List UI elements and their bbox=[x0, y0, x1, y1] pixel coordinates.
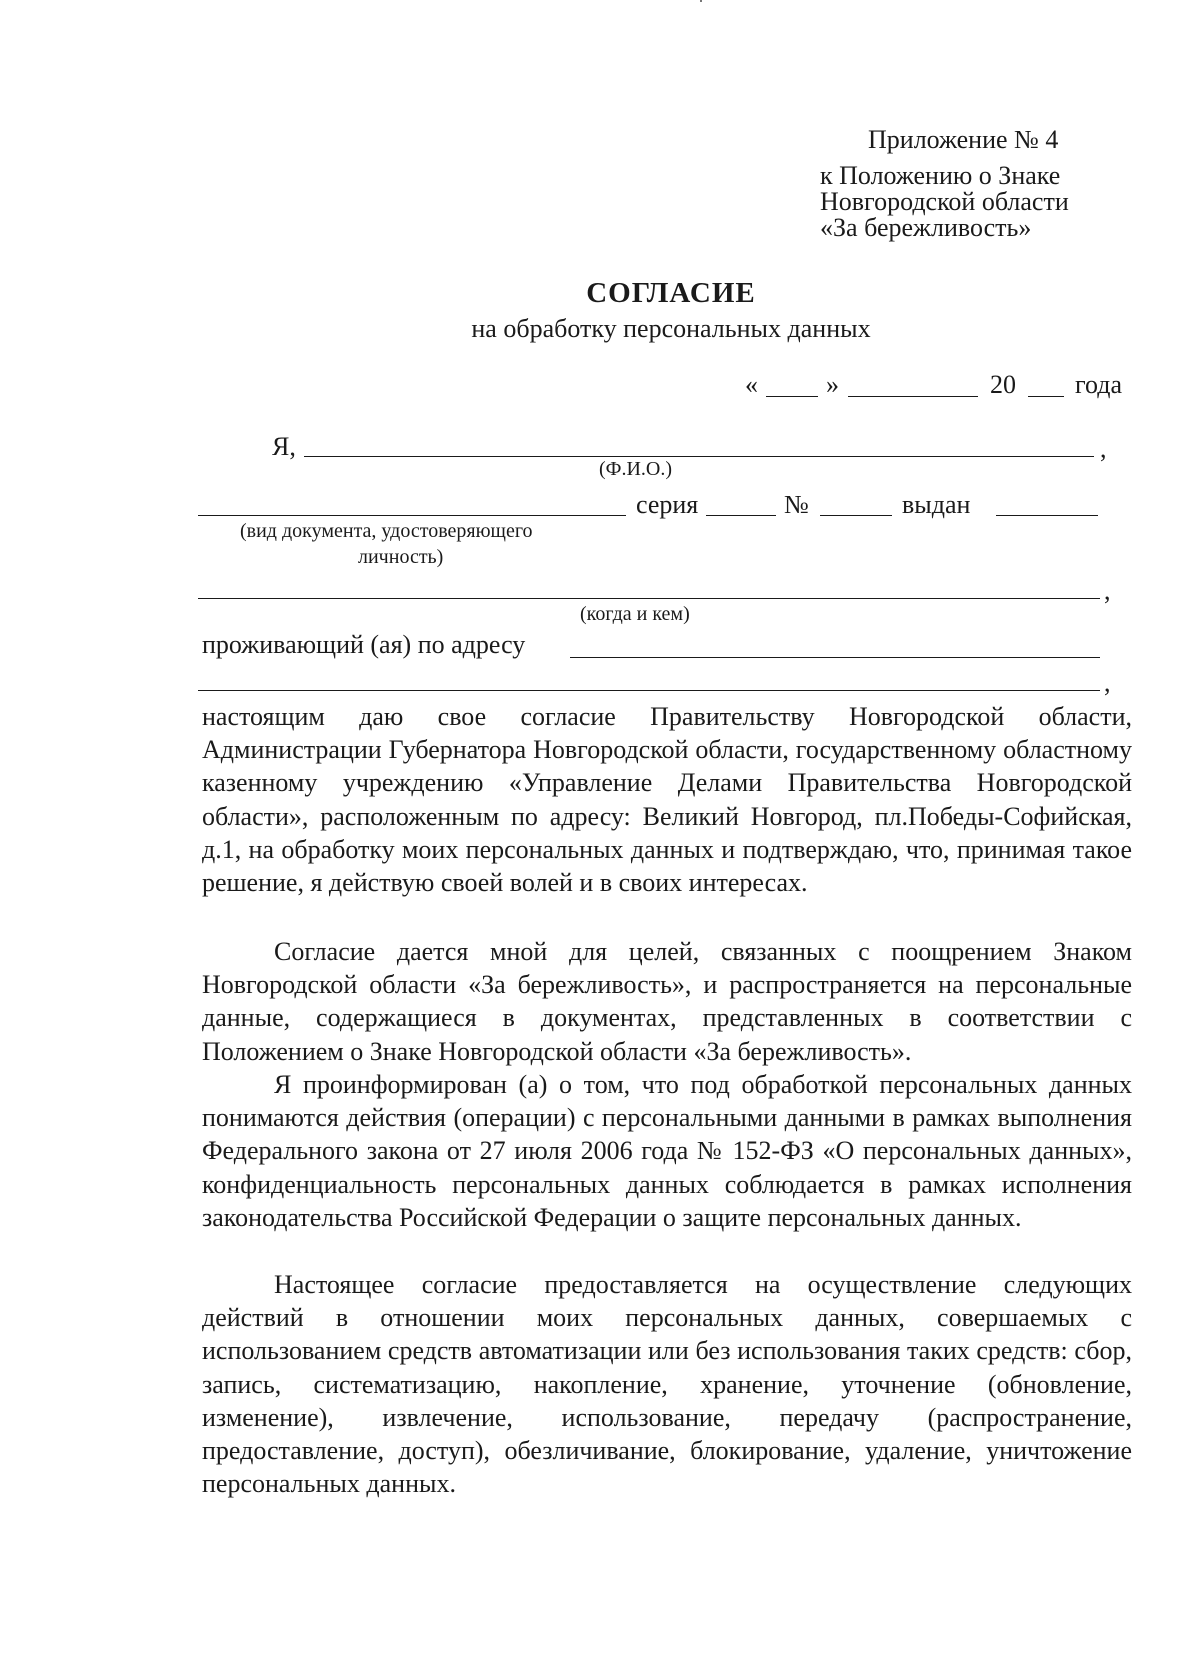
document-subtitle: на обработку персональных данных bbox=[471, 314, 871, 343]
year-prefix: 20 bbox=[990, 370, 1016, 399]
paragraph-consent: настоящим даю свое согласие Правительству Новгородской области, Администрации Губернатора Новгородской области, государственному областному казенному учреждению «Управление Делами Правительства Новгородской области», расположенным по адресу: Великий Новгород, пл.Победы-Софийская, д.1, на обработку моих персональных данных и подтверждаю, что, принимая такое решение, я действую своей волей и в своих интересах. bbox=[202, 702, 1132, 898]
scan-speck bbox=[700, 0, 702, 2]
annex-number: Приложение № 4 bbox=[868, 125, 1059, 154]
document-caption-line-1: (вид документа, удостоверяющего bbox=[240, 520, 533, 542]
date-close-quote: » bbox=[826, 370, 839, 399]
year-suffix: года bbox=[1075, 370, 1123, 399]
day-blank bbox=[766, 396, 818, 397]
i-label: Я, bbox=[272, 432, 296, 461]
month-blank bbox=[848, 396, 978, 397]
issued-label: выдан bbox=[902, 490, 971, 519]
fio-blank bbox=[304, 456, 1094, 457]
document-title: СОГЛАСИЕ bbox=[586, 277, 756, 309]
document-caption-line-2: личность) bbox=[358, 546, 444, 568]
address-blank-1 bbox=[570, 657, 1100, 658]
series-label: серия bbox=[636, 490, 699, 519]
paragraph-informed: Я проинформирован (а) о том, что под обработкой персональных данных понимаются действия (операции) с персональными данными в рамках выполнения Федерального закона от 27 июля 2006 года № 152-ФЗ «О персональных данных», конфиденциальность персональных данных соблюдается в рамках исполнения законодательства Российской Федерации о защите персональных данных. bbox=[202, 1070, 1132, 1232]
address-comma: , bbox=[1104, 668, 1111, 697]
series-blank bbox=[706, 515, 776, 516]
annex-line-2: Новгородской области bbox=[820, 187, 1069, 216]
paragraph-purpose: Согласие дается мной для целей, связанных с поощрением Знаком Новгородской области «За бережливость», и распространяется на персональные данные, содержащиеся в документах, представленных в соответствии с Положением о Знаке Новгородской области «За бережливость». bbox=[202, 937, 1132, 1066]
number-label: № bbox=[784, 490, 809, 519]
when-by-blank bbox=[198, 598, 1100, 599]
annex-line-1: к Положению о Знаке bbox=[820, 161, 1061, 190]
year-blank bbox=[1028, 396, 1064, 397]
paragraph-actions: Настоящее согласие предоставляется на осуществление следующих действий в отношении моих персональных данных, совершаемых с использованием средств автоматизации или без использования таких средств: сбор, запись, систематизацию, накопление, хранение, уточнение (обновление, изменение), извлечение, использование, передачу (распространение, предоставление, доступ), обезличивание, блокирование, удаление, уничтожение персональных данных. bbox=[202, 1270, 1132, 1499]
when-by-comma: , bbox=[1104, 576, 1111, 605]
address-blank-2 bbox=[198, 690, 1100, 691]
document-type-blank bbox=[198, 515, 626, 516]
issued-blank bbox=[996, 515, 1098, 516]
date-open-quote: « bbox=[745, 370, 758, 399]
fio-caption: (Ф.И.О.) bbox=[599, 458, 673, 480]
when-by-caption: (когда и кем) bbox=[580, 603, 690, 625]
address-label: проживающий (ая) по адресу bbox=[202, 630, 526, 659]
annex-line-3: «За бережливость» bbox=[820, 213, 1032, 242]
fio-comma: , bbox=[1100, 434, 1107, 463]
number-blank bbox=[820, 515, 892, 516]
